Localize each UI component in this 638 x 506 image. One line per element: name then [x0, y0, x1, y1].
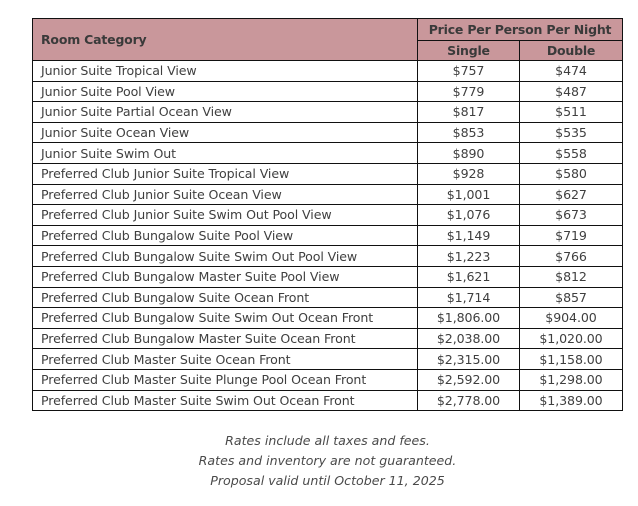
double-price-cell: $474 [520, 61, 623, 82]
rate-notes [0, 431, 638, 492]
room-category-cell: Preferred Club Master Suite Swim Out Ocean Front [33, 390, 418, 411]
double-price-cell: $673 [520, 205, 623, 226]
single-price-cell: $1,621 [418, 266, 520, 287]
double-price-cell: $766 [520, 246, 623, 267]
single-price-cell: $2,778.00 [418, 390, 520, 411]
room-category-cell: Preferred Club Junior Suite Ocean View [33, 184, 418, 205]
table-body [33, 61, 623, 411]
double-price-cell: $535 [520, 122, 623, 143]
note-proposal-validity: Proposal valid until October 11, 2025 [210, 473, 445, 489]
room-category-cell: Junior Suite Pool View [33, 81, 418, 102]
table-row [33, 390, 623, 411]
double-price-cell: $857 [520, 287, 623, 308]
table-row [33, 349, 623, 370]
table-row [33, 102, 623, 123]
room-category-header: Room Category [33, 19, 418, 61]
single-price-cell: $1,806.00 [418, 308, 520, 329]
single-price-cell: $2,315.00 [418, 349, 520, 370]
room-category-cell: Preferred Club Master Suite Ocean Front [33, 349, 418, 370]
room-category-cell: Preferred Club Bungalow Suite Swim Out Ocean Front [33, 308, 418, 329]
single-price-cell: $2,592.00 [418, 369, 520, 390]
double-price-cell: $627 [520, 184, 623, 205]
double-price-cell: $1,158.00 [520, 349, 623, 370]
table-row [33, 122, 623, 143]
room-rates-table [32, 18, 623, 411]
single-price-cell: $853 [418, 122, 520, 143]
table-row [33, 81, 623, 102]
single-price-cell: $2,038.00 [418, 328, 520, 349]
room-category-cell: Preferred Club Bungalow Master Suite Ocean Front [33, 328, 418, 349]
room-category-cell: Preferred Club Bungalow Master Suite Pool View [33, 266, 418, 287]
double-price-cell: $1,389.00 [520, 390, 623, 411]
room-category-cell: Junior Suite Swim Out [33, 143, 418, 164]
room-category-cell: Preferred Club Junior Suite Tropical View [33, 163, 418, 184]
table-row [33, 163, 623, 184]
single-price-cell: $890 [418, 143, 520, 164]
single-header: Single [418, 41, 520, 61]
double-header: Double [520, 41, 623, 61]
single-price-cell: $1,149 [418, 225, 520, 246]
table-row [33, 205, 623, 226]
note-taxes: Rates include all taxes and fees. [225, 433, 430, 448]
note-not-guaranteed: Rates and inventory are not guaranteed. [198, 453, 457, 469]
price-per-person-header: Price Per Person Per Night [418, 19, 623, 41]
room-category-cell: Preferred Club Bungalow Suite Pool View [33, 225, 418, 246]
table-row [33, 143, 623, 164]
double-price-cell: $558 [520, 143, 623, 164]
double-price-cell: $487 [520, 81, 623, 102]
room-category-cell: Junior Suite Ocean View [33, 122, 418, 143]
double-price-cell: $719 [520, 225, 623, 246]
room-category-cell: Junior Suite Tropical View [33, 61, 418, 82]
table-row [33, 328, 623, 349]
table-row [33, 287, 623, 308]
double-price-cell: $1,020.00 [520, 328, 623, 349]
double-price-cell: $580 [520, 163, 623, 184]
single-price-cell: $779 [418, 81, 520, 102]
table-row [33, 225, 623, 246]
single-price-cell: $1,076 [418, 205, 520, 226]
single-price-cell: $817 [418, 102, 520, 123]
double-price-cell: $812 [520, 266, 623, 287]
single-price-cell: $1,714 [418, 287, 520, 308]
table-header [33, 19, 623, 61]
room-category-cell: Junior Suite Partial Ocean View [33, 102, 418, 123]
single-price-cell: $1,223 [418, 246, 520, 267]
table-row [33, 308, 623, 329]
single-price-cell: $928 [418, 163, 520, 184]
table-row [33, 184, 623, 205]
double-price-cell: $904.00 [520, 308, 623, 329]
room-category-cell: Preferred Club Bungalow Suite Ocean Front [33, 287, 418, 308]
table-row [33, 266, 623, 287]
double-price-cell: $511 [520, 102, 623, 123]
single-price-cell: $1,001 [418, 184, 520, 205]
single-price-cell: $757 [418, 61, 520, 82]
room-category-cell: Preferred Club Bungalow Suite Swim Out Pool View [33, 246, 418, 267]
table-row [33, 246, 623, 267]
room-category-cell: Preferred Club Master Suite Plunge Pool Ocean Front [33, 369, 418, 390]
room-category-cell: Preferred Club Junior Suite Swim Out Pool View [33, 205, 418, 226]
table-row [33, 61, 623, 82]
double-price-cell: $1,298.00 [520, 369, 623, 390]
table-row [33, 369, 623, 390]
